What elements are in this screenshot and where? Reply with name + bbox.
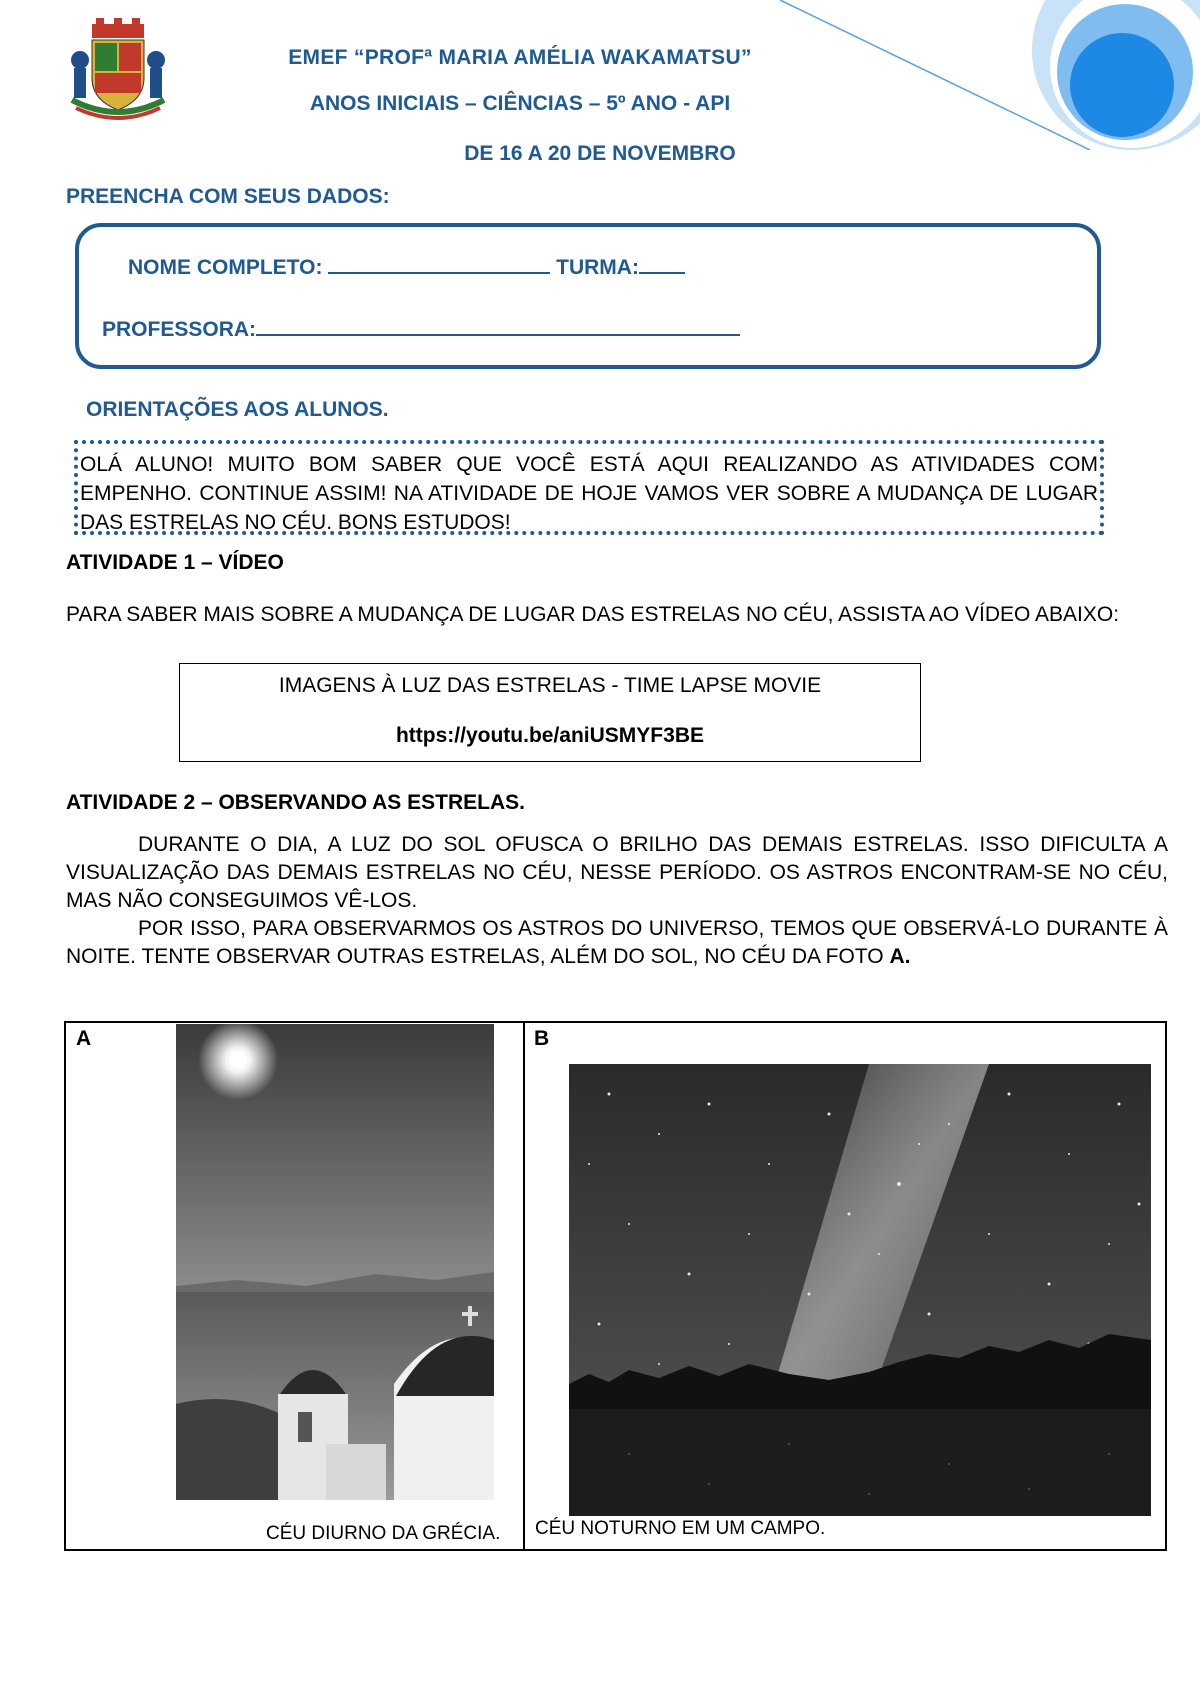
name-label: NOME COMPLETO: <box>128 256 323 279</box>
course-subtitle: ANOS INICIAIS – CIÊNCIAS – 5º ANO - API <box>309 92 731 115</box>
activity2-paragraph-2-text: POR ISSO, PARA OBSERVARMOS OS ASTROS DO UNIVERSO, TEMOS QUE OBSERVÁ-LO DURANTE À NOITE. TENTE OBSERVAR OUTRAS ESTRELAS, ALÉM DO SOL, NO CÉU DA FOTO <box>66 917 1168 968</box>
photo-a-caption: CÉU DIURNO DA GRÉCIA. <box>266 1523 501 1544</box>
student-data-box <box>75 223 1101 369</box>
video-link[interactable]: https://youtu.be/aniUSMYF3BE <box>395 724 704 747</box>
activity2-title: ATIVIDADE 2 – OBSERVANDO AS ESTRELAS. <box>66 791 525 814</box>
school-name: EMEF “PROFª MARIA AMÉLIA WAKAMATSU” <box>288 46 752 69</box>
name-field[interactable] <box>328 250 550 274</box>
teacher-field[interactable] <box>256 312 740 336</box>
activity1-text: PARA SABER MAIS SOBRE A MUDANÇA DE LUGAR DAS ESTRELAS NO CÉU, ASSISTA AO VÍDEO ABAIXO: <box>66 603 1120 626</box>
video-box <box>179 663 921 762</box>
greece-day-photo <box>176 1024 494 1500</box>
activity2-paragraph-2 <box>66 915 1168 971</box>
activity1-title: ATIVIDADE 1 – VÍDEO <box>66 551 284 574</box>
class-label: TURMA: <box>556 256 639 279</box>
orientation-text: OLÁ ALUNO! MUITO BOM SABER QUE VOCÊ ESTÁ AQUI REALIZANDO AS ATIVIDADES COM EMPENHO. CONTINUE ASSIM! NA ATIVIDADE DE HOJE VAMOS VER SOBRE A MUDANÇA DE LUGAR DAS ESTRELAS NO CÉU. BONS ESTUDOS! <box>74 440 1104 535</box>
photo-a-label: A <box>76 1027 92 1050</box>
date-range: DE 16 A 20 DE NOVEMBRO <box>464 142 736 165</box>
name-field-row <box>128 250 685 280</box>
photo-b-caption: CÉU NOTURNO EM UM CAMPO. <box>535 1518 826 1539</box>
photo-table-divider <box>523 1021 525 1551</box>
teacher-label: PROFESSORA: <box>102 318 257 341</box>
activity2-paragraph-1: DURANTE O DIA, A LUZ DO SOL OFUSCA O BRILHO DAS DEMAIS ESTRELAS. ISSO DIFICULTA A VISUALIZAÇÃO DAS DEMAIS ESTRELAS NO CÉU, NESSE PERÍODO. OS ASTROS ENCONTRAM-SE NO CÉU, MAS NÃO CONSEGUIMOS VÊ-LOS. <box>66 833 1168 912</box>
photo-a-reference: A. <box>889 945 911 968</box>
form-title: PREENCHA COM SEUS DADOS: <box>66 185 390 208</box>
corner-decoration <box>780 0 1200 150</box>
orientation-title: ORIENTAÇÕES AOS ALUNOS. <box>86 398 389 421</box>
night-sky-photo <box>569 1064 1151 1516</box>
teacher-field-row <box>102 312 740 342</box>
class-field[interactable] <box>639 250 685 274</box>
photo-b-label: B <box>534 1027 550 1050</box>
city-crest-icon <box>62 18 174 124</box>
video-title: IMAGENS À LUZ DAS ESTRELAS - TIME LAPSE MOVIE <box>278 674 822 697</box>
